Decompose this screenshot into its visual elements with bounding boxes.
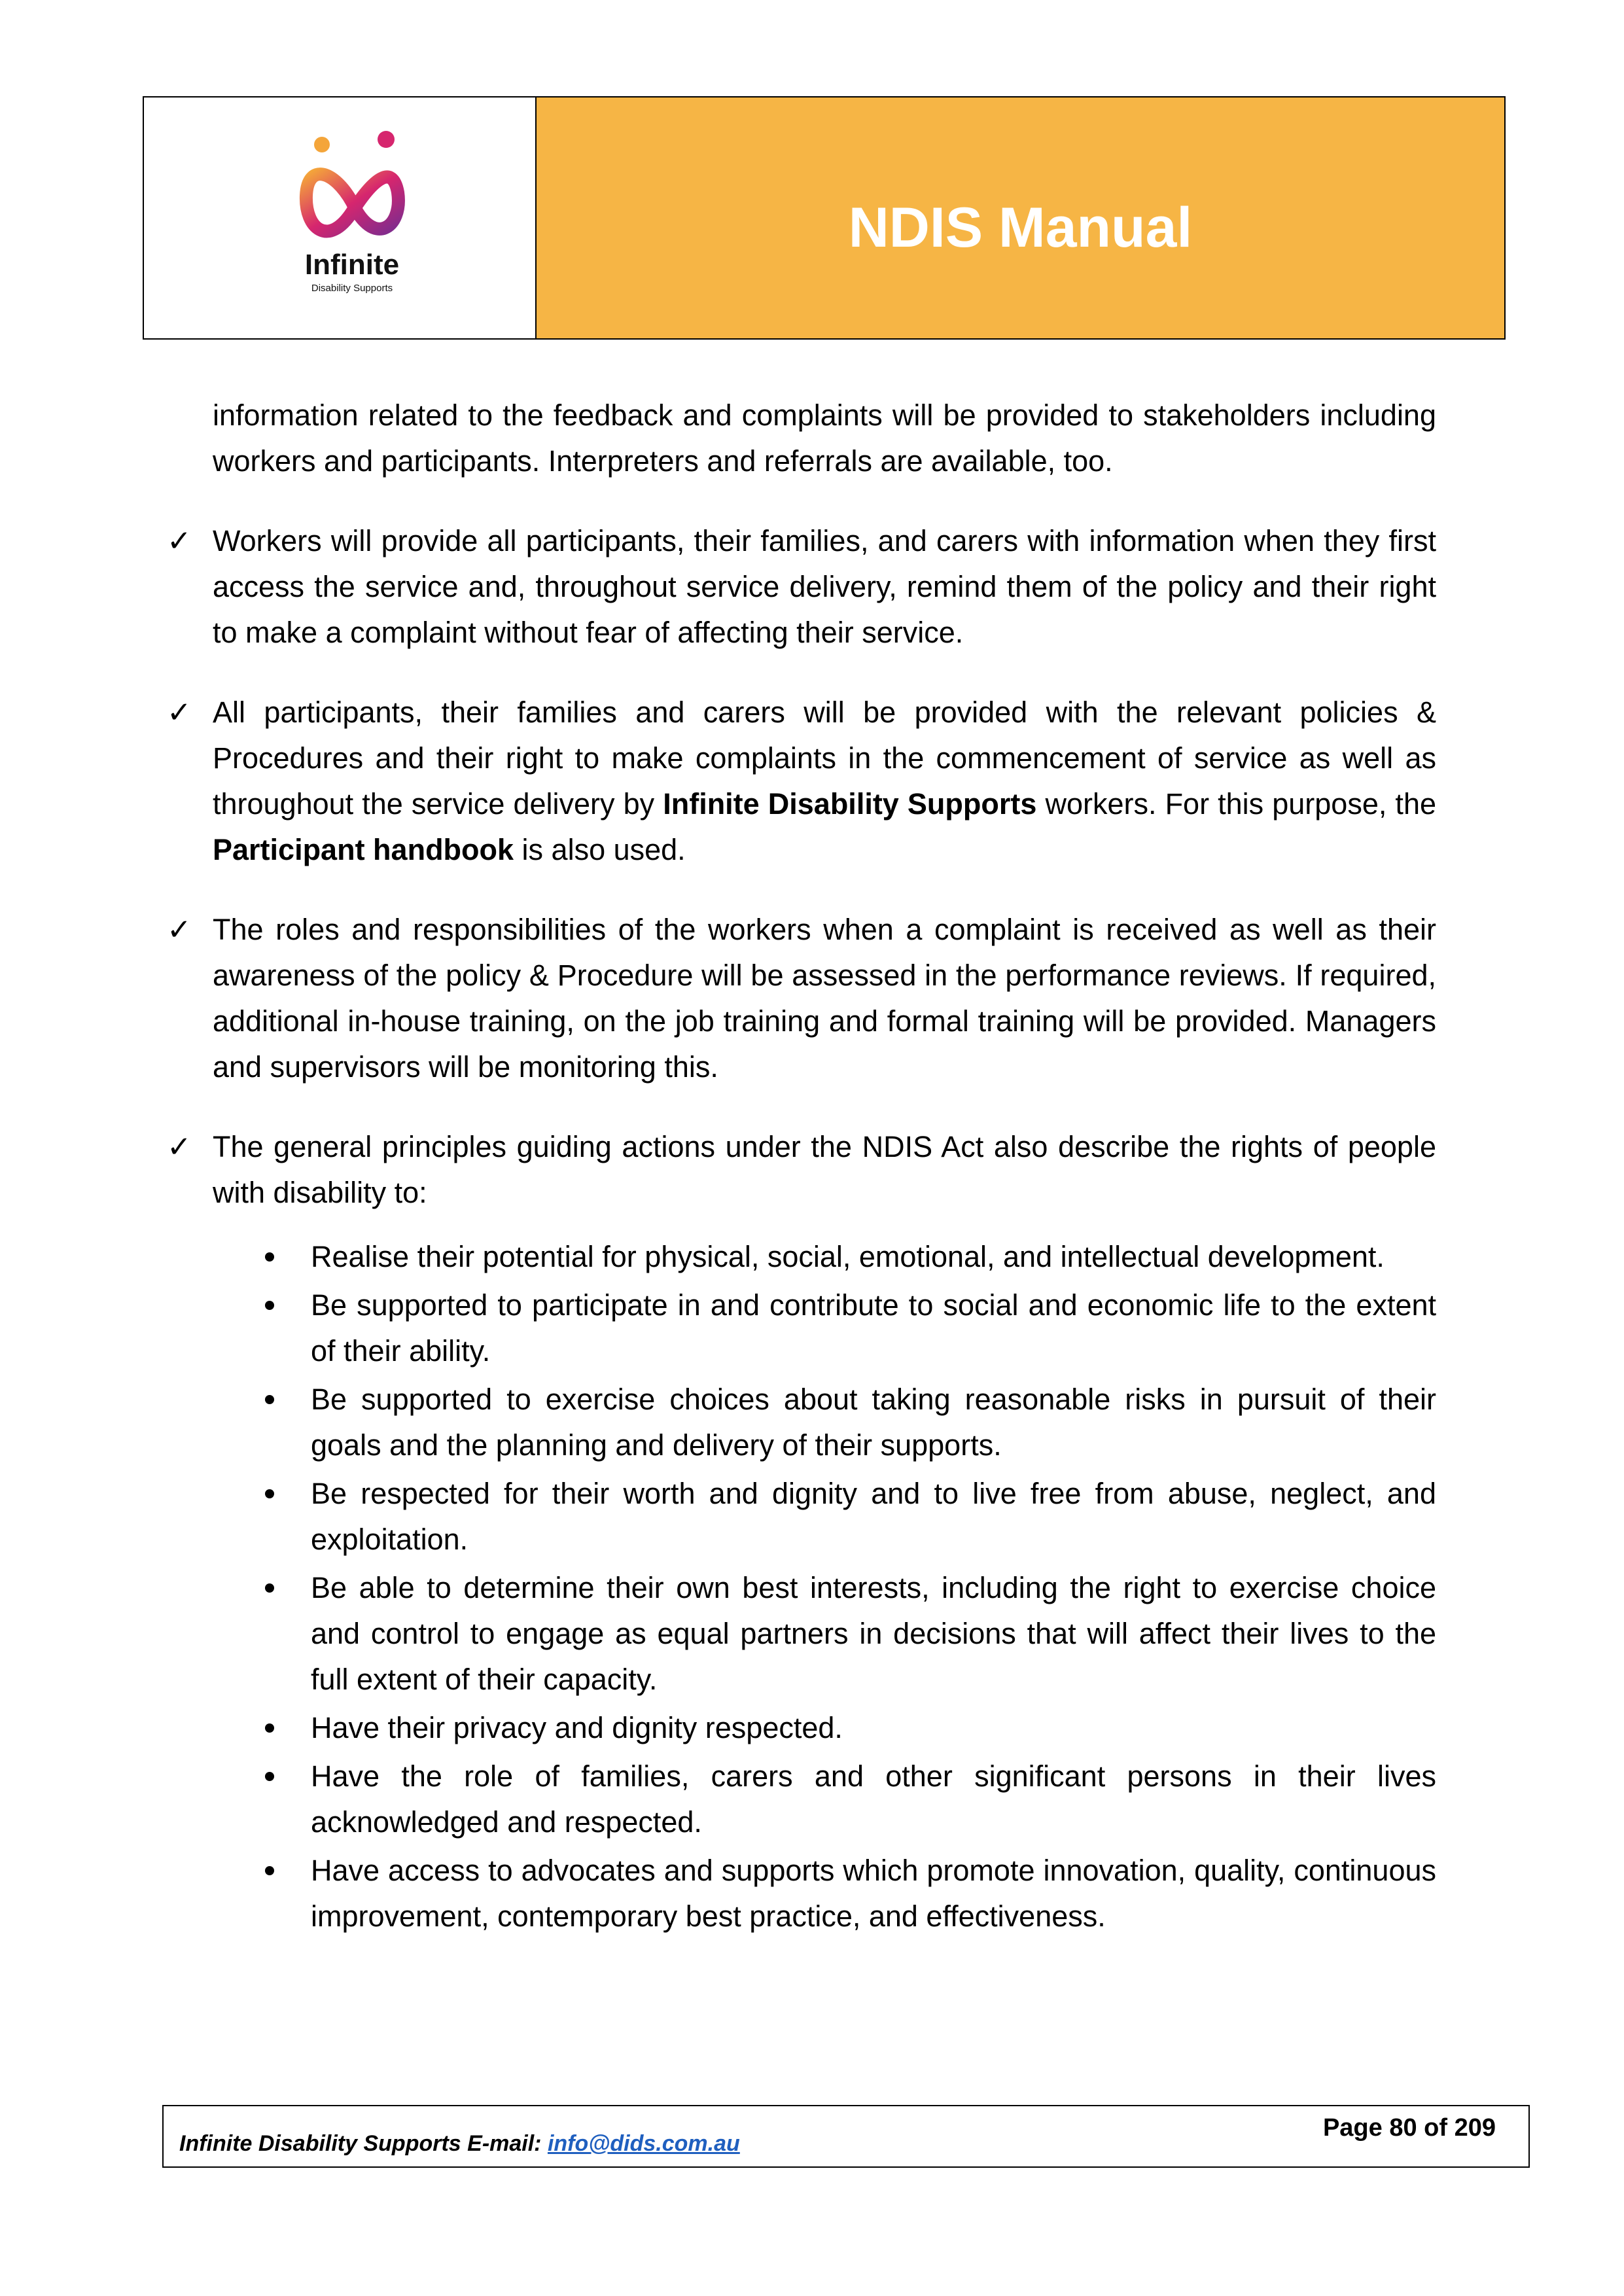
check-item-1 (167, 518, 1436, 656)
bullet-icon (265, 1489, 274, 1498)
title-cell (537, 97, 1504, 338)
bullet-icon (265, 1252, 274, 1262)
page-header (143, 96, 1506, 340)
list-item: Be supported to participate in and contribute to social and economic life to the extent of their ability. (167, 1282, 1436, 1374)
check-item-4 (167, 1124, 1436, 1216)
logo-infinity-icon (306, 174, 398, 231)
list-item: Be respected for their worth and dignity and to live free from abuse, neglect, and exploitation. (167, 1471, 1436, 1563)
logo-tagline: Disability Supports (311, 283, 393, 294)
footer-contact (179, 2131, 740, 2157)
check-text-3: The roles and responsibilities of the workers when a complaint is received as well as their awareness of the policy & Procedure will be assessed in the performance reviews. If required, additional in-house training, on the job training and formal training will be provided. Managers and supervisors will be monitoring this. (213, 913, 1436, 1084)
bullet-icon (265, 1395, 274, 1404)
checkmark-icon: ✓ (167, 1130, 192, 1163)
check-text-1: Workers will provide all participants, their families, and carers with information when they first access the service and, throughout service delivery, remind them of the policy and their right to make a complaint without fear of affecting their service. (213, 524, 1436, 649)
list-item: Have the role of families, carers and other significant persons in their lives acknowledged and respected. (167, 1754, 1436, 1845)
list-item: Be able to determine their own best interests, including the right to exercise choice and control to engage as equal partners in decisions that will affect their lives to the full extent of their capacity. (167, 1565, 1436, 1703)
list-item: Realise their potential for physical, social, emotional, and intellectual development. (167, 1234, 1436, 1280)
logo-name: Infinite (304, 249, 400, 281)
footer-label: Infinite Disability Supports E-mail: (179, 2131, 548, 2156)
bullet-icon (265, 1301, 274, 1310)
infinite-logo (144, 97, 537, 338)
list-item: Be supported to exercise choices about taking reasonable risks in pursuit of their goals and the planning and delivery of their supports. (167, 1377, 1436, 1468)
check-item-3 (167, 907, 1436, 1090)
rights-list (167, 1234, 1436, 1939)
logo-head-left-icon (314, 137, 330, 152)
continuation-paragraph: information related to the feedback and complaints will be provided to stakeholders including workers and participants. Interpreters and referrals are available, too. (213, 398, 1436, 478)
list-item: Have their privacy and dignity respected. (167, 1705, 1436, 1751)
document-body (167, 393, 1436, 1942)
bullet-icon (265, 1723, 274, 1733)
logo-head-right-icon (378, 131, 395, 148)
checkmark-icon: ✓ (167, 913, 192, 946)
check-text-2: All participants, their families and carers will be provided with the relevant policies & Procedures and their right to make complaints in the commencement of service as well as throughout the service delivery by Infinite Disability Supports workers. For this purpose, the Participant handbook is also used. (213, 696, 1436, 866)
page-number: Page 80 of 209 (1322, 2114, 1496, 2142)
checkmark-icon: ✓ (167, 524, 192, 557)
bullet-icon (265, 1583, 274, 1593)
org-name: Infinite Disability Supports (663, 787, 1037, 821)
email-link[interactable]: info@dids.com.au (547, 2131, 740, 2156)
page-footer (162, 2105, 1530, 2168)
check-item-2 (167, 690, 1436, 873)
logo-cell (144, 97, 537, 338)
list-item: Have access to advocates and supports which promote innovation, quality, continuous improvement, contemporary best practice, and effectiveness. (167, 1848, 1436, 1939)
bullet-icon (265, 1866, 274, 1875)
check-text-4: The general principles guiding actions under the NDIS Act also describe the rights of people with disability to: (213, 1130, 1436, 1209)
page-title: NDIS Manual (848, 196, 1193, 259)
checkmark-icon: ✓ (167, 696, 192, 729)
bullet-icon (265, 1772, 274, 1781)
handbook-name: Participant handbook (213, 833, 514, 866)
